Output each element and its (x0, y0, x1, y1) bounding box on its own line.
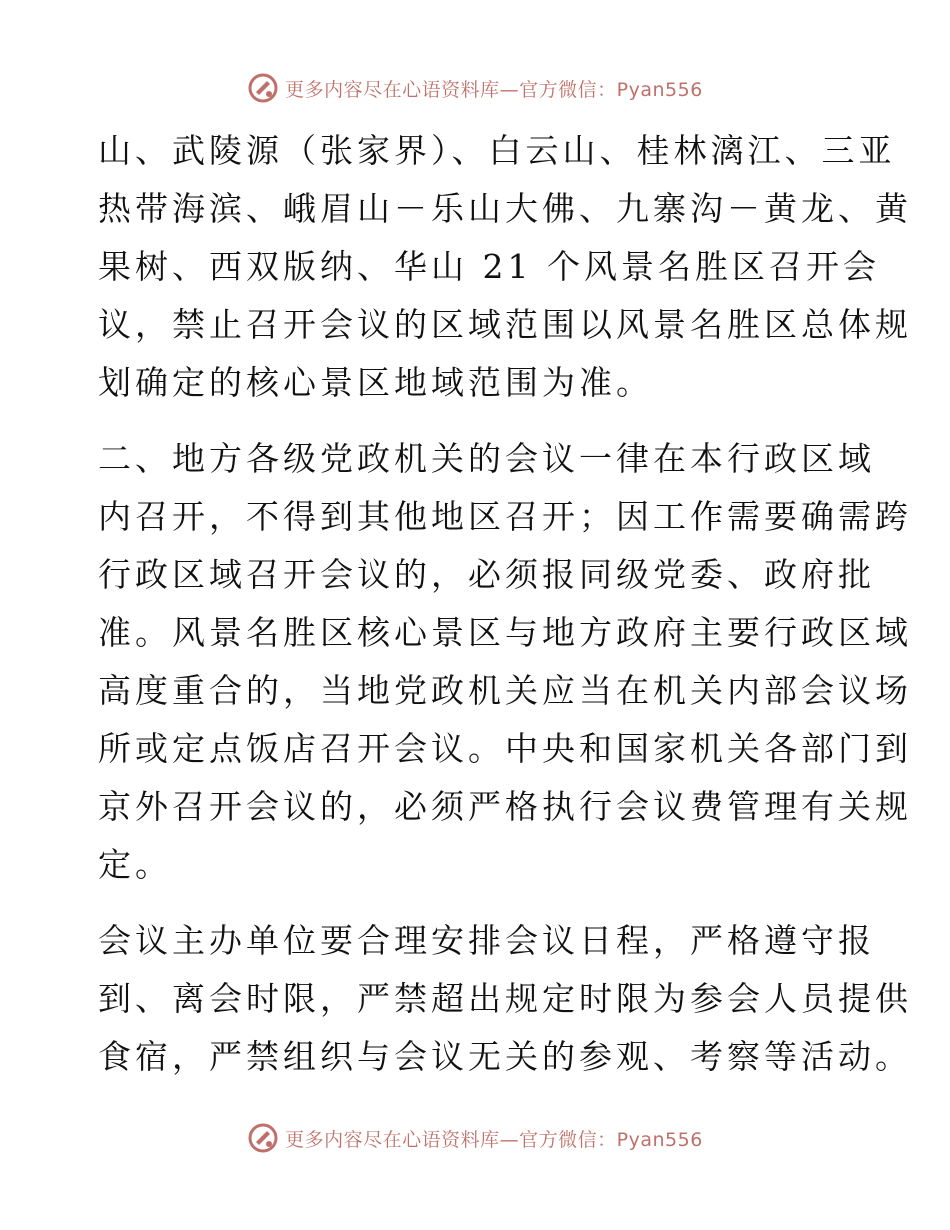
text-line: 定。 (98, 845, 172, 884)
text-line: 山、武陵源（张家界）、白云山、桂林漓江、三亚 (98, 131, 896, 170)
text-line: 热带海滨、峨眉山－乐山大佛、九寨沟－黄龙、黄 (98, 189, 912, 228)
watermark-text: 更多内容尽在心语资料库—官方微信：Pyan556 (285, 78, 703, 101)
text-line: 高度重合的，当地党政机关应当在机关内部会议场 (98, 671, 912, 710)
text-line: 食宿，严禁组织与会议无关的参观、考察等活动。 (98, 1037, 912, 1076)
text-line: 会议主办单位要合理安排会议日程，严格遵守报 (98, 921, 875, 960)
text-line: 所或定点饭店召开会议。中央和国家机关各部门到 (98, 729, 912, 768)
text-line: 准。风景名胜区核心景区与地方政府主要行政区域 (98, 613, 912, 652)
text-line: 划确定的核心景区地域范围为准。 (98, 363, 653, 402)
paragraph-2 (98, 430, 912, 894)
header-watermark (0, 68, 950, 108)
text-line: 内召开，不得到其他地区召开；因工作需要确需跨 (98, 497, 912, 536)
text-line: 二、地方各级党政机关的会议一律在本行政区域 (98, 439, 875, 478)
watermark-text: 更多内容尽在心语资料库—官方微信：Pyan556 (285, 1128, 703, 1151)
text-line: 到、离会时限，严禁超出规定时限为参会人员提供 (98, 979, 912, 1018)
logo-icon (247, 72, 279, 104)
footer-watermark (0, 1118, 950, 1158)
text-line: 议，禁止召开会议的区域范围以风景名胜区总体规 (98, 305, 912, 344)
text-line: 果树、西双版纳、华山 21 个风景名胜区召开会 (98, 247, 880, 286)
logo-icon (247, 1122, 279, 1154)
text-line: 京外召开会议的，必须严格执行会议费管理有关规 (98, 787, 912, 826)
document-body (98, 122, 912, 1086)
text-line: 行政区域召开会议的，必须报同级党委、政府批 (98, 555, 875, 594)
paragraph-3 (98, 912, 912, 1086)
paragraph-1 (98, 122, 912, 412)
